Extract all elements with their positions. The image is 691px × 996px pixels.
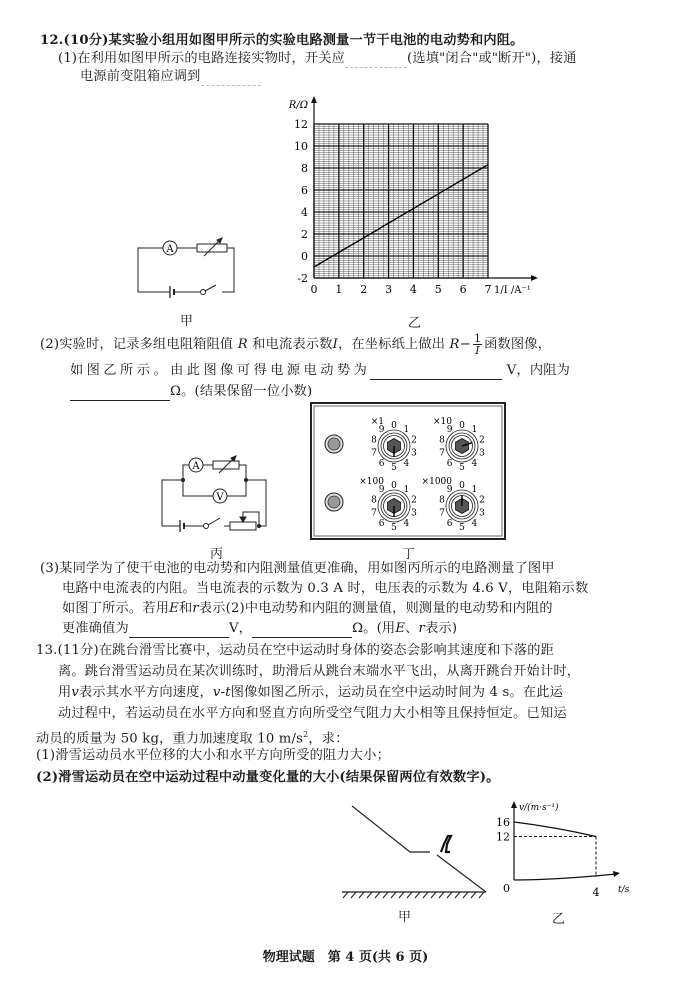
dial-number: 2 (479, 495, 485, 506)
q13-fig-jia-caption: 甲 (398, 910, 412, 925)
x-tick-label: 4 (409, 283, 417, 296)
origin-label: 0 (503, 882, 510, 895)
series-line (514, 822, 596, 837)
dial-number: 5 (391, 463, 397, 474)
q13-l5-sup: 2 (303, 730, 309, 739)
answer-blank-corrected-emf[interactable] (129, 623, 229, 638)
dial-multiplier-label: ×1000 (421, 477, 452, 487)
q12-p3-and: 和 (178, 601, 193, 616)
dial-number: 5 (391, 523, 397, 534)
dial-number: 3 (479, 448, 485, 459)
dial-number: 6 (378, 519, 385, 530)
page-footer: 物理试题 第 4 页(共 6 页) (262, 950, 429, 965)
dial-number: 7 (439, 448, 445, 459)
q12-header: 12.(10分)某实验小组用如图甲所示的实验电路测量一节干电池的电动势和内阻。 (40, 33, 524, 48)
dial-number: 0 (391, 421, 397, 432)
dial-number: 1 (403, 425, 410, 436)
dial-number: 1 (471, 425, 478, 436)
answer-blank-resistance[interactable] (201, 71, 261, 86)
q13-l3-b: 表示其水平方向速度， (79, 685, 213, 700)
dial-number: 0 (391, 481, 397, 492)
var-v: v (71, 685, 80, 700)
var-I: I (332, 337, 339, 352)
dial-number: 3 (411, 508, 417, 519)
y-tick-label: -2 (297, 272, 308, 285)
q12-p3-text-c: 如图丁所示。若用 (62, 601, 170, 616)
q13-question2: (2)滑雪运动员在空中运动过程中动量变化量的大小(结果保留两位有效数字)。 (36, 770, 500, 785)
q12-part1-line1 (58, 50, 577, 68)
q12-part2-line1 (40, 333, 551, 356)
dial-number: 8 (371, 495, 377, 506)
var-E2: E (395, 621, 406, 636)
q12-part3-line3 (62, 600, 553, 618)
y-axis-label: R/Ω (288, 100, 308, 111)
fig-yi-caption: 乙 (408, 316, 422, 331)
dial-number: 2 (479, 435, 485, 446)
q13-line1: 13.(11分)在跳台滑雪比赛中，运动员在空中运动时身体的姿态会影响其速度和下落的距 (36, 643, 555, 658)
terminal-center (328, 438, 340, 450)
x-tick-label: 6 (459, 283, 467, 296)
answer-blank-corrected-r[interactable] (252, 623, 352, 638)
dial-number: 9 (446, 485, 453, 496)
dial-number: 4 (471, 519, 478, 530)
circuit-bing (160, 450, 290, 535)
y-tick-label: 12 (294, 118, 308, 131)
var-r2: r (418, 621, 426, 636)
dial-number: 9 (378, 425, 385, 436)
minus-sign: − (459, 337, 471, 352)
x-tick-label: 1 (335, 283, 343, 296)
q12-part3-line2: 电路中电流表的内阻。当电流表的示数为 0.3 A 时，电压表的示数为 4.6 V，电阻箱示数 (62, 581, 589, 596)
y-tick-label: 0 (301, 250, 308, 263)
dial-number: 8 (439, 495, 445, 506)
dial-number: 8 (439, 435, 445, 446)
dial-number: 6 (378, 459, 385, 470)
q12-p2-text-c: ，在坐标纸上做出 (338, 337, 446, 352)
y-tick-label: 6 (301, 184, 308, 197)
dial-number: 2 (411, 435, 417, 446)
skier-figure (441, 836, 451, 852)
q13-question1: (1)滑雪运动员水平位移的大小和水平方向所受的阻力大小； (36, 748, 390, 763)
dial-number: 0 (459, 421, 465, 432)
rheostat (230, 522, 256, 530)
fig-bing-caption: 丙 (210, 547, 224, 562)
q12-p3-text-e: 更准确值为 (62, 621, 129, 636)
q12-part2-line2 (70, 362, 570, 380)
q13-line3 (58, 684, 563, 702)
frac-den: I (475, 344, 480, 357)
q13-l5-a: 动员的质量为 50 kg，重力加速度取 10 m/s (36, 731, 304, 747)
q12-part2-line3 (70, 383, 312, 401)
dial-multiplier-label: ×1 (370, 417, 384, 427)
fig-ding-caption: 丁 (402, 547, 416, 562)
q12-p2-text-f: V，内阻为 (506, 363, 571, 378)
dial-number: 9 (378, 485, 385, 496)
x-tick-label: 0 (310, 283, 318, 296)
answer-blank-internal-resistance[interactable] (70, 386, 170, 401)
switch-blade (205, 285, 216, 291)
dial-number: 9 (446, 425, 453, 436)
q13-fig-yi-caption: 乙 (552, 912, 566, 927)
dial-number: 3 (479, 508, 485, 519)
q13-l3-c: 图像如图乙所示，运动员在空中运动时间为 4 s。在此运 (230, 685, 563, 700)
y-tick-label: 10 (294, 140, 308, 153)
dial-number: 7 (371, 448, 377, 459)
q13-line5 (36, 726, 349, 748)
func-R: R (449, 337, 460, 352)
q12-part3-line4 (62, 620, 457, 638)
dial-number: 1 (471, 485, 478, 496)
dial-number: 4 (403, 519, 410, 530)
resistance-box-ding (310, 402, 506, 540)
q13-l5-b: ，求： (308, 731, 349, 747)
q12-p2-text-a: (2)实验时，记录多组电阻箱阻值 (40, 337, 234, 352)
var-R: R (237, 337, 248, 352)
y-tick-label: 12 (496, 830, 510, 844)
dial-number: 5 (459, 523, 465, 534)
q12-p3-text-f: V， (228, 621, 253, 636)
dial-number: 5 (459, 463, 465, 474)
dial-number: 7 (439, 508, 445, 519)
var-r: r (192, 601, 199, 616)
dial-number: 7 (371, 508, 377, 519)
q12-p2-text-b: 和电流表示数 (252, 337, 333, 352)
x-tick-label: 7 (484, 283, 492, 296)
x-axis-label: t/s (618, 885, 630, 895)
x-axis-arrow (613, 871, 620, 877)
chart-r-vs-inverse-i (272, 94, 540, 315)
x-axis-arrow (531, 275, 538, 281)
terminal-center (328, 496, 340, 508)
dial-number: 4 (403, 459, 410, 470)
q12-p1-text-b: (选填"闭合"或"断开")，接通 (407, 51, 577, 66)
q12-part3-line1: (3)某同学为了使干电池的电动势和内阻测量值更准确，用如图丙所示的电路测量了图甲 (40, 561, 555, 576)
q12-p3-text-k: 表示) (425, 621, 458, 636)
x-tick-label: 3 (385, 283, 393, 296)
q12-p1-text-a: (1)在利用如图甲所示的电路连接实物时，开关应 (58, 51, 346, 66)
q12-p2-text-d: 函数图像， (484, 337, 552, 352)
dial-number: 2 (411, 495, 417, 506)
x-axis-label: 1/I /A⁻¹ (494, 285, 531, 296)
dial-number: 0 (459, 481, 465, 492)
x-tick-label: 5 (434, 283, 442, 296)
fig-jia-caption: 甲 (180, 314, 194, 329)
y-tick-label: 8 (301, 162, 308, 175)
wire (138, 248, 170, 292)
frac-num: 1 (473, 332, 482, 345)
chart-v-t (486, 798, 646, 906)
answer-blank-switch[interactable] (345, 53, 407, 68)
q12-p3-text-d: 表示(2)中电动势和内阻的测量值，则测量的电动势和内阻的 (198, 601, 553, 616)
y-axis-label: v/(m·s⁻¹) (519, 803, 559, 813)
y-tick-label: 4 (301, 206, 308, 219)
dial-number: 8 (371, 435, 377, 446)
ammeter-label: A (166, 244, 174, 255)
q13-line2: 离。跳台滑雪运动员在某次训练时，助滑后从跳台末端水平飞出，从离开跳台开始计时， (58, 664, 581, 679)
q13-line4: 动过程中，若运动员在水平方向和竖直方向所受空气阻力大小相等且保持恒定。已知运 (58, 706, 567, 721)
y-tick-label: 2 (301, 228, 308, 241)
dial-number: 6 (446, 459, 453, 470)
ammeter-label: A (192, 461, 200, 472)
dial-number: 6 (446, 519, 453, 530)
fraction-1-over-I (473, 333, 482, 356)
x-axis (514, 874, 616, 880)
y-axis-arrow (311, 96, 317, 103)
x-tick-label: 2 (360, 283, 368, 296)
inrun-slope (352, 806, 430, 852)
var-vt: v-t (212, 685, 231, 700)
circuit-jia (130, 232, 240, 302)
q12-part1-line2 (80, 68, 261, 86)
dial-number: 1 (403, 485, 410, 496)
comma: 、 (405, 621, 419, 636)
q12-p1-text-c: 电源前变阻箱应调到 (80, 69, 201, 84)
y-tick-label: 16 (496, 816, 510, 829)
voltmeter-label: V (216, 492, 224, 503)
dial-multiplier-label: ×10 (433, 417, 452, 427)
q12-p2-text-g: Ω。(结果保留一位小数) (170, 384, 313, 399)
x-tick-label: 4 (592, 886, 600, 899)
switch-pivot (201, 290, 206, 295)
q13-l3-a: 用 (58, 685, 72, 700)
y-axis-arrow (511, 801, 517, 808)
landing-slope (437, 855, 486, 892)
answer-blank-emf[interactable] (370, 365, 502, 380)
dial-number: 4 (471, 459, 478, 470)
var-E: E (169, 601, 179, 616)
dial-number: 3 (411, 448, 417, 459)
q12-p2-text-e: 如图乙所示。由此图像可得电源电动势为 (70, 363, 371, 378)
q12-p3-text-g: Ω。(用 (352, 621, 396, 636)
dial-multiplier-label: ×100 (359, 477, 384, 487)
ski-jump-diagram (338, 800, 488, 915)
